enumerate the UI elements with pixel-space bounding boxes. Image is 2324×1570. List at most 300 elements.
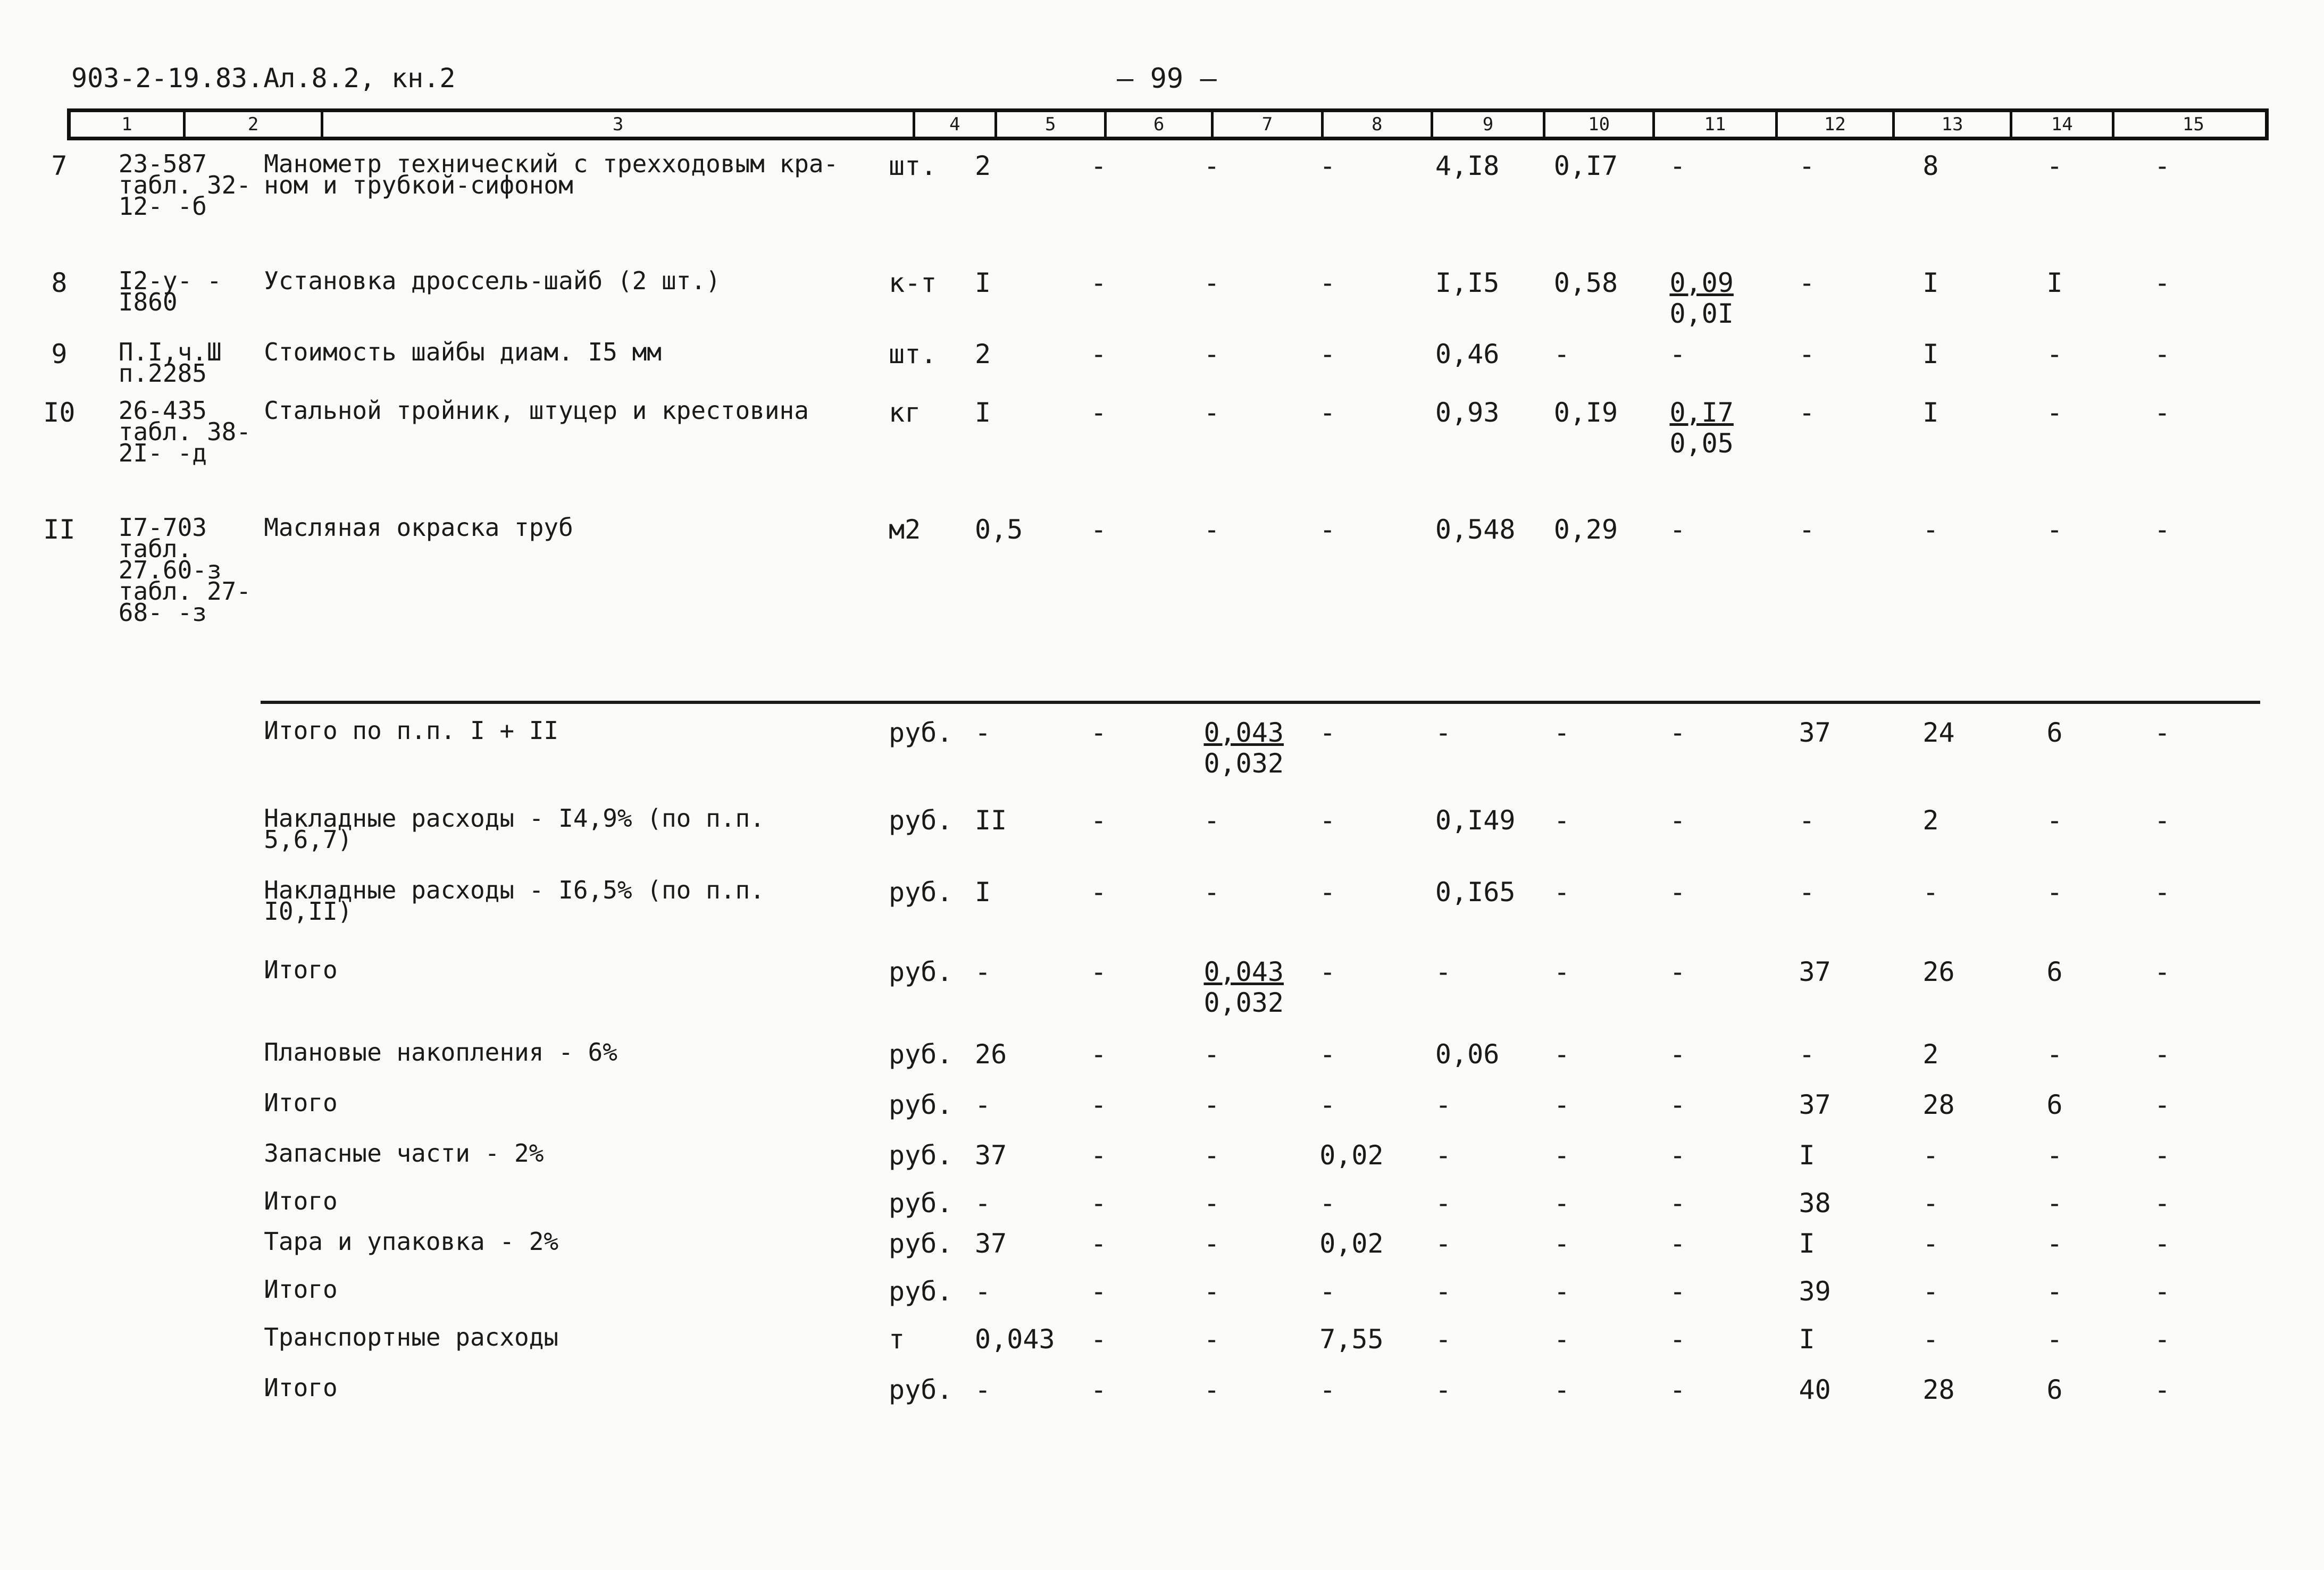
summary-col-13: 2 [1922, 1039, 1939, 1070]
row-col-7: - [1203, 150, 1220, 181]
row-col-11: - [1669, 339, 1686, 370]
row-col-7: - [1203, 339, 1220, 370]
summary-col-11: - [1669, 956, 1686, 987]
summary-col-10: - [1553, 805, 1570, 836]
summary-col-13: 2 [1922, 805, 1939, 836]
summary-description: Запасные части - 2% [264, 1139, 544, 1168]
summary-col-5: - [975, 1276, 991, 1307]
summary-description: Накладные расходы - I6,5% (по п.п. I0,II) [264, 876, 765, 926]
row-number: 9 [51, 339, 68, 370]
summary-col-11: - [1669, 1089, 1686, 1120]
summary-col-8: 7,55 [1319, 1324, 1384, 1355]
summary-col-14: 6 [2046, 717, 2063, 748]
summary-col-15: - [2154, 1324, 2170, 1355]
column-number-7: 7 [1211, 112, 1320, 137]
summary-description: Накладные расходы - I4,9% (по п.п. 5,6,7) [264, 804, 765, 854]
summary-blank-1 [0, 712, 119, 800]
estimate-table [0, 127, 2324, 669]
row-description: Манометр технический с трехходовым кра- ном и трубкой-сифоном [264, 149, 839, 199]
summary-unit: руб. [889, 1374, 953, 1405]
summary-col-9: - [1435, 1188, 1452, 1219]
row-col-9: 0,548 [1435, 514, 1516, 545]
summary-blank-1 [0, 1085, 119, 1135]
summary-col-14: - [2046, 805, 2063, 836]
summary-rows [0, 712, 2324, 1417]
summary-unit: руб. [889, 1089, 953, 1120]
summary-col-5: - [975, 1188, 991, 1219]
summary-col-7: - [1203, 1228, 1220, 1259]
table-row [0, 146, 2324, 263]
summary-description: Транспортные расходы [264, 1323, 559, 1351]
summary-table [0, 712, 2324, 1417]
summary-col-10: - [1553, 717, 1570, 748]
summary-row [0, 1223, 2324, 1271]
summary-col-15: - [2154, 1276, 2170, 1307]
row-col-14: - [2046, 150, 2063, 181]
summary-col-12: - [1799, 877, 1815, 908]
row-col-11-denominator: 0,0I [1669, 298, 1734, 329]
page-number: — 99 — [1117, 63, 1217, 95]
row-col-6: - [1090, 514, 1107, 545]
row-col-11: - [1669, 150, 1686, 181]
summary-col-13: - [1922, 1276, 1939, 1307]
summary-description: Итого [264, 1088, 338, 1117]
row-col-12: - [1799, 150, 1815, 181]
row-col-12: - [1799, 514, 1815, 545]
summary-blank-1 [0, 1223, 119, 1271]
row-col-14: - [2046, 514, 2063, 545]
column-number-4: 4 [913, 112, 994, 137]
summary-col-9: - [1435, 1324, 1452, 1355]
summary-col-15: - [2154, 1374, 2170, 1405]
row-description: Стоимость шайбы диам. I5 мм [264, 338, 662, 366]
summary-blank-1 [0, 952, 119, 1034]
summary-unit: руб. [889, 1228, 953, 1259]
summary-description: Итого по п.п. I + II [264, 716, 559, 745]
summary-row [0, 800, 2324, 872]
row-col-11-numerator: 0,I7 [1669, 397, 1734, 428]
row-number: 8 [51, 267, 68, 298]
summary-blank-2 [119, 872, 264, 952]
summary-col-7: - [1203, 1140, 1220, 1171]
row-col-8: - [1319, 150, 1336, 181]
summary-col-8: - [1319, 1276, 1336, 1307]
summary-col-15: - [2154, 877, 2170, 908]
column-number-5: 5 [994, 112, 1104, 137]
summary-col-14: - [2046, 1188, 2063, 1219]
summary-col-9: - [1435, 1276, 1452, 1307]
summary-blank-2 [119, 1319, 264, 1370]
summary-blank-2 [119, 1135, 264, 1183]
row-col-11 [1669, 392, 1799, 509]
row-unit: кг [889, 397, 921, 428]
row-col-15: - [2154, 339, 2170, 370]
summary-col-10: - [1553, 877, 1570, 908]
summary-col-7 [1203, 712, 1319, 800]
summary-col-10: - [1553, 1276, 1570, 1307]
summary-unit: руб. [889, 805, 953, 836]
summary-col-6: - [1090, 956, 1107, 987]
summary-col-10: - [1553, 1324, 1570, 1355]
summary-col-7: - [1203, 877, 1220, 908]
column-number-12: 12 [1775, 112, 1893, 137]
summary-col-12: - [1799, 1039, 1815, 1070]
summary-col-7: - [1203, 1324, 1220, 1355]
summary-col-5: I [975, 877, 991, 908]
summary-blank-2 [119, 712, 264, 800]
row-col-5: I [975, 267, 991, 298]
row-col-5: 2 [975, 150, 991, 181]
summary-col-11: - [1669, 1228, 1686, 1259]
summary-col-13: - [1922, 1140, 1939, 1171]
summary-col-5: 26 [975, 1039, 1007, 1070]
summary-col-15: - [2154, 717, 2170, 748]
summary-unit: руб. [889, 1188, 953, 1219]
summary-description: Итого [264, 1187, 338, 1215]
summary-col-14: - [2046, 1324, 2063, 1355]
summary-row [0, 1319, 2324, 1370]
row-number: II [43, 514, 76, 545]
table-row [0, 509, 2324, 669]
row-col-9: 4,I8 [1435, 150, 1500, 181]
row-number: I0 [43, 397, 76, 428]
row-col-7: - [1203, 397, 1220, 428]
summary-blank-2 [119, 1271, 264, 1319]
row-description: Установка дроссель-шайб (2 шт.) [264, 266, 721, 295]
row-col-11 [1669, 263, 1799, 334]
summary-col-14: - [2046, 877, 2063, 908]
row-col-11-denominator: 0,05 [1669, 428, 1734, 459]
row-col-9: 0,93 [1435, 397, 1500, 428]
summary-col-6: - [1090, 1276, 1107, 1307]
summary-row [0, 1135, 2324, 1183]
row-col-8: - [1319, 397, 1336, 428]
summary-col-11: - [1669, 717, 1686, 748]
summary-col-9: 0,06 [1435, 1039, 1500, 1070]
summary-col-12: I [1799, 1324, 1815, 1355]
summary-col-9: 0,I49 [1435, 805, 1516, 836]
row-reference: П.I,ч.Ш п.2285 [118, 338, 222, 388]
summary-col-14: 6 [2046, 1374, 2063, 1405]
column-number-14: 14 [2010, 112, 2112, 137]
summary-col-10: - [1553, 1089, 1570, 1120]
summary-col-12: I [1799, 1228, 1815, 1259]
row-col-15: - [2154, 150, 2170, 181]
row-col-11: - [1669, 514, 1686, 545]
summary-col-14: 6 [2046, 1089, 2063, 1120]
row-col-5: I [975, 397, 991, 428]
summary-col-13: - [1922, 1228, 1939, 1259]
summary-row [0, 1271, 2324, 1319]
row-col-14: - [2046, 397, 2063, 428]
summary-col-9: - [1435, 956, 1452, 987]
summary-col-7: - [1203, 805, 1220, 836]
summary-col-12: 39 [1799, 1276, 1831, 1307]
row-col-13: - [1922, 514, 1939, 545]
column-number-8: 8 [1321, 112, 1431, 137]
summary-col-9: - [1435, 1089, 1452, 1120]
summary-description: Итого [264, 1275, 338, 1304]
summary-col-15: - [2154, 805, 2170, 836]
row-col-11-numerator: 0,09 [1669, 267, 1734, 298]
summary-col-5: - [975, 1089, 991, 1120]
summary-col-11: - [1669, 1039, 1686, 1070]
row-reference: 23-587 табл. 32-12- -б [118, 149, 252, 221]
summary-row [0, 952, 2324, 1034]
summary-col-14: - [2046, 1140, 2063, 1171]
summary-col-7 [1203, 952, 1319, 1034]
row-col-6: - [1090, 339, 1107, 370]
summary-col-7: - [1203, 1276, 1220, 1307]
summary-col-15: - [2154, 1140, 2170, 1171]
row-col-9: I,I5 [1435, 267, 1500, 298]
row-col-6: - [1090, 397, 1107, 428]
summary-col-11: - [1669, 1276, 1686, 1307]
summary-col-11: - [1669, 877, 1686, 908]
summary-col-8: - [1319, 1188, 1336, 1219]
column-number-11: 11 [1652, 112, 1775, 137]
summary-unit: руб. [889, 877, 953, 908]
row-col-13: I [1922, 397, 1939, 428]
summary-row [0, 1034, 2324, 1085]
summary-col-8: - [1319, 1374, 1336, 1405]
summary-blank-2 [119, 1183, 264, 1223]
document-reference: 903-2-19.83.Ал.8.2, кн.2 [71, 63, 456, 94]
row-col-8: - [1319, 339, 1336, 370]
summary-col-11: - [1669, 805, 1686, 836]
summary-col-7-denominator: 0,032 [1203, 987, 1284, 1018]
summary-col-9: - [1435, 1140, 1452, 1171]
row-col-10: - [1553, 339, 1570, 370]
summary-col-10: - [1553, 1374, 1570, 1405]
summary-col-5: - [975, 717, 991, 748]
summary-col-10: - [1553, 1140, 1570, 1171]
summary-blank-2 [119, 952, 264, 1034]
row-col-14: - [2046, 339, 2063, 370]
summary-col-7: - [1203, 1374, 1220, 1405]
summary-col-6: - [1090, 1228, 1107, 1259]
summary-col-9: - [1435, 1228, 1452, 1259]
table-row [0, 392, 2324, 509]
summary-blank-1 [0, 1370, 119, 1417]
row-col-10: 0,I9 [1553, 397, 1618, 428]
summary-unit: т [889, 1324, 905, 1355]
summary-col-8: - [1319, 1089, 1336, 1120]
column-number-9: 9 [1431, 112, 1543, 137]
summary-col-7-numerator: 0,043 [1203, 717, 1284, 748]
summary-col-12: 38 [1799, 1188, 1831, 1219]
summary-col-14: - [2046, 1276, 2063, 1307]
row-col-15: - [2154, 397, 2170, 428]
summary-blank-2 [119, 1223, 264, 1271]
row-col-10: 0,29 [1553, 514, 1618, 545]
summary-col-7-denominator: 0,032 [1203, 748, 1284, 779]
row-col-10: 0,58 [1553, 267, 1618, 298]
summary-col-13: - [1922, 1324, 1939, 1355]
row-col-15: - [2154, 514, 2170, 545]
summary-col-5: - [975, 956, 991, 987]
summary-blank-1 [0, 1034, 119, 1085]
row-col-14: I [2046, 267, 2063, 298]
column-number-1: 1 [121, 114, 132, 135]
summary-col-14: 6 [2046, 956, 2063, 987]
row-reference: 26-435 табл. 38-2I- -д [118, 396, 252, 467]
row-col-5: 0,5 [975, 514, 1023, 545]
row-col-8: - [1319, 514, 1336, 545]
table-row [0, 263, 2324, 334]
summary-col-8: - [1319, 717, 1336, 748]
summary-row [0, 1085, 2324, 1135]
summary-col-9: 0,I65 [1435, 877, 1516, 908]
summary-col-10: - [1553, 956, 1570, 987]
summary-col-10: - [1553, 1039, 1570, 1070]
summary-col-15: - [2154, 1188, 2170, 1219]
summary-col-7-numerator: 0,043 [1203, 956, 1284, 987]
summary-col-14: - [2046, 1228, 2063, 1259]
summary-col-7: - [1203, 1089, 1220, 1120]
summary-col-12: - [1799, 805, 1815, 836]
row-number: 7 [51, 150, 68, 181]
summary-unit: руб. [889, 1276, 953, 1307]
summary-col-11: - [1669, 1188, 1686, 1219]
summary-col-6: - [1090, 1039, 1107, 1070]
summary-col-15: - [2154, 956, 2170, 987]
summary-col-9: - [1435, 1374, 1452, 1405]
row-col-12: - [1799, 339, 1815, 370]
row-col-13: I [1922, 267, 1939, 298]
row-col-6: - [1090, 267, 1107, 298]
row-reference: I2-у- -I860 [118, 266, 222, 316]
row-description: Стальной тройник, штуцер и крестовина [264, 396, 809, 425]
column-number-6: 6 [1104, 112, 1211, 137]
summary-col-8: - [1319, 805, 1336, 836]
row-col-7: - [1203, 267, 1220, 298]
summary-description: Итого [264, 955, 338, 984]
summary-col-8: - [1319, 956, 1336, 987]
summary-col-12: I [1799, 1140, 1815, 1171]
column-number-3: 3 [321, 112, 913, 137]
row-unit: к-т [889, 267, 937, 298]
summary-col-8: - [1319, 877, 1336, 908]
summary-row [0, 712, 2324, 800]
summary-col-7: - [1203, 1039, 1220, 1070]
row-description: Масляная окраска труб [264, 513, 573, 542]
summary-col-13: 24 [1922, 717, 1955, 748]
summary-col-13: 28 [1922, 1089, 1955, 1120]
summary-col-15: - [2154, 1228, 2170, 1259]
summary-description: Тара и упаковка - 2% [264, 1227, 559, 1256]
summary-row [0, 1370, 2324, 1417]
summary-col-6: - [1090, 1140, 1107, 1171]
summary-col-9: - [1435, 717, 1452, 748]
row-unit: шт. [889, 150, 937, 181]
summary-col-13: - [1922, 877, 1939, 908]
row-col-5: 2 [975, 339, 991, 370]
summary-col-12: 37 [1799, 1089, 1831, 1120]
summary-description: Плановые накопления - 6% [264, 1038, 617, 1067]
summary-col-12: 40 [1799, 1374, 1831, 1405]
row-col-15: - [2154, 267, 2170, 298]
summary-col-8: 0,02 [1319, 1140, 1384, 1171]
summary-col-13: - [1922, 1188, 1939, 1219]
summary-col-11: - [1669, 1324, 1686, 1355]
row-col-13: 8 [1922, 150, 1939, 181]
row-col-7: - [1203, 514, 1220, 545]
summary-col-7: - [1203, 1188, 1220, 1219]
summary-col-6: - [1090, 1188, 1107, 1219]
row-col-13: I [1922, 339, 1939, 370]
summary-unit: руб. [889, 1140, 953, 1171]
summary-row [0, 1183, 2324, 1223]
row-reference: I7-703 табл. 27.60-з табл. 27-68- -з [118, 513, 252, 627]
summary-col-8: 0,02 [1319, 1228, 1384, 1259]
row-col-12: - [1799, 397, 1815, 428]
summary-blank-2 [119, 1085, 264, 1135]
summary-col-13: 28 [1922, 1374, 1955, 1405]
summary-col-6: - [1090, 805, 1107, 836]
summary-blank-1 [0, 1319, 119, 1370]
summary-col-6: - [1090, 1089, 1107, 1120]
summary-col-10: - [1553, 1228, 1570, 1259]
summary-blank-2 [119, 800, 264, 872]
column-number-13: 13 [1892, 112, 2010, 137]
column-number-15: 15 [2112, 112, 2272, 137]
summary-unit: руб. [889, 717, 953, 748]
row-col-8: - [1319, 267, 1336, 298]
summary-col-15: - [2154, 1089, 2170, 1120]
summary-col-12: 37 [1799, 717, 1831, 748]
summary-col-5: 37 [975, 1140, 1007, 1171]
summary-blank-1 [0, 1183, 119, 1223]
summary-col-5: 0,043 [975, 1324, 1055, 1355]
summary-col-14: - [2046, 1039, 2063, 1070]
summary-col-6: - [1090, 1374, 1107, 1405]
summary-blank-1 [0, 872, 119, 952]
summary-row [0, 872, 2324, 952]
summary-blank-2 [119, 1034, 264, 1085]
column-number-10: 10 [1543, 112, 1652, 137]
summary-col-15: - [2154, 1039, 2170, 1070]
summary-unit: руб. [889, 956, 953, 987]
row-unit: шт. [889, 339, 937, 370]
table-row [0, 334, 2324, 392]
summary-blank-1 [0, 1135, 119, 1183]
summary-description: Итого [264, 1373, 338, 1402]
summary-col-13: 26 [1922, 956, 1955, 987]
summary-blank-1 [0, 1271, 119, 1319]
summary-col-11: - [1669, 1374, 1686, 1405]
summary-col-12: 37 [1799, 956, 1831, 987]
summary-col-5: 37 [975, 1228, 1007, 1259]
summary-col-5: II [975, 805, 1007, 836]
summary-blank-1 [0, 800, 119, 872]
summary-col-8: - [1319, 1039, 1336, 1070]
column-number-2: 2 [183, 112, 321, 137]
row-unit: м2 [889, 514, 921, 545]
summary-col-10: - [1553, 1188, 1570, 1219]
summary-col-6: - [1090, 717, 1107, 748]
summary-blank-2 [119, 1370, 264, 1417]
row-col-10: 0,I7 [1553, 150, 1618, 181]
summary-unit: руб. [889, 1039, 953, 1070]
summary-col-5: - [975, 1374, 991, 1405]
row-col-6: - [1090, 150, 1107, 181]
row-col-12: - [1799, 267, 1815, 298]
summary-col-6: - [1090, 1324, 1107, 1355]
summary-col-6: - [1090, 877, 1107, 908]
item-rows [0, 127, 2324, 669]
summary-col-11: - [1669, 1140, 1686, 1171]
